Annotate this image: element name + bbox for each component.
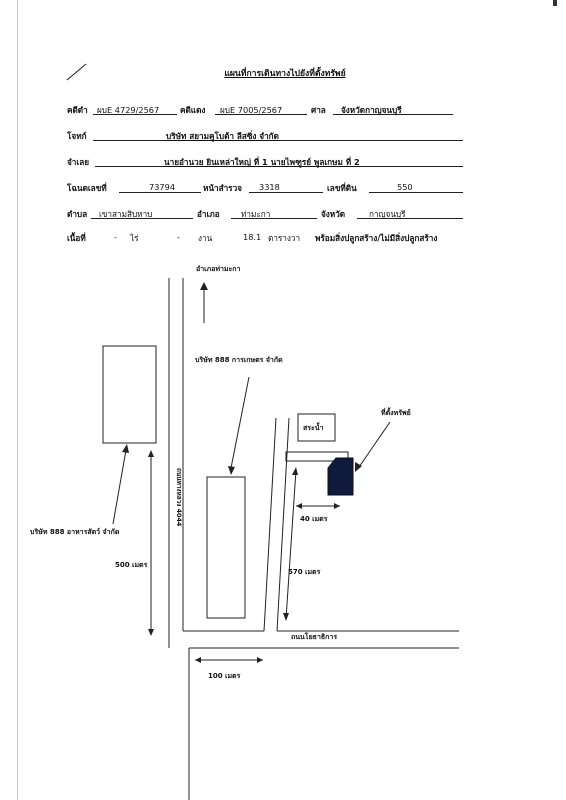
area-label: เนื้อที่ <box>67 233 86 243</box>
dim-40-left-head <box>296 503 302 509</box>
black-case-value: ผบE 4729/2567 <box>97 105 160 115</box>
deed-row <box>67 182 465 196</box>
soi-left-edge <box>264 418 276 631</box>
area-ngan-value: - <box>177 232 180 242</box>
to-district-arrowhead <box>200 282 208 290</box>
survey-page-value: 3318 <box>259 182 280 192</box>
property-pointer <box>359 422 390 467</box>
dim-40-right-head <box>334 503 340 509</box>
province-label: จังหวัด <box>321 209 346 219</box>
dim-570-line <box>286 470 296 619</box>
red-case-value: ผบE 7005/2567 <box>220 105 283 115</box>
agri-company-building <box>207 477 245 618</box>
defendant-row <box>67 156 465 170</box>
building-note: พร้อมสิ่งปลูกสร้าง/ไม่มีสิ่งปลูกสร้าง <box>315 233 438 243</box>
location-row <box>67 208 465 222</box>
plaintiff-row <box>67 130 465 144</box>
area-wa-unit: ตารางวา <box>268 233 301 243</box>
area-wa-value: 18.1 <box>243 232 262 242</box>
main-road-label: ถนนทางหลวง 4044 <box>175 468 183 527</box>
area-row <box>67 232 465 246</box>
agri-company-label: บริษัท 888 การเกษตร จำกัด <box>195 356 283 364</box>
land-no-value: 550 <box>397 182 413 192</box>
feed-pointer-head <box>122 444 129 453</box>
area-ngan-unit: งาน <box>198 233 213 243</box>
dist-40-label: 40 เมตร <box>300 515 328 523</box>
to-district-label: อำเภอท่ามะกา <box>196 265 241 273</box>
defendant-label: จำเลย <box>67 157 90 167</box>
land-no-line <box>369 182 463 193</box>
subdistrict-value: เขาสามสิบหาบ <box>99 209 153 219</box>
court-value: จังหวัดกาญจนบุรี <box>341 105 402 115</box>
district-value: ท่ามะกา <box>241 209 271 219</box>
black-case-label: คดีดำ <box>67 105 88 115</box>
property-marker <box>328 458 353 495</box>
pond-label: สระน้ำ <box>303 424 324 432</box>
court-label: ศาล <box>311 105 326 115</box>
dim-570-bottom-head <box>283 613 289 621</box>
red-case-label: คดีแดง <box>180 105 206 115</box>
pen-slash-mark <box>67 64 86 80</box>
dim-100-left-head <box>195 657 201 663</box>
case-row <box>67 104 465 118</box>
page-title: แผนที่การเดินทางไปยังที่ตั้งทรัพย์ <box>224 69 346 79</box>
plaintiff-value: บริษัท สยามคูโบต้า ลีสซิ่ง จำกัด <box>166 131 279 141</box>
dim-100-right-head <box>257 657 263 663</box>
yotha-road-label: ถนนโยธาธิการ <box>291 633 338 641</box>
property-label: ที่ตั้งทรัพย์ <box>381 409 411 417</box>
defendant-value: นายอำนวย ยินเหล่าใหญ่ ที่ 1 นายไพฑูรย์ พูลเกษม ที่ 2 <box>164 157 360 167</box>
feed-company-building <box>103 346 156 443</box>
feed-company-label: บริษัท 888 อาหารสัตว์ จำกัด <box>30 528 120 536</box>
deed-no-label: โฉนดเลขที่ <box>67 183 107 193</box>
land-no-label: เลขที่ดิน <box>327 183 357 193</box>
plaintiff-label: โจทก์ <box>67 131 87 141</box>
district-label: อำเภอ <box>197 209 220 219</box>
area-rai-unit: ไร่ <box>130 233 139 243</box>
area-rai-value: - <box>114 232 117 242</box>
dim-500-bottom-head <box>148 629 154 636</box>
dist-100-label: 100 เมตร <box>208 672 241 680</box>
dist-570-label: 570 เมตร <box>288 568 321 576</box>
subdistrict-label: ตำบล <box>67 209 88 219</box>
feed-pointer <box>113 450 126 524</box>
agri-pointer-head <box>228 466 235 475</box>
dim-570-top-head <box>292 467 298 475</box>
deed-no-value: 73794 <box>149 182 176 192</box>
survey-page-label: หน้าสำรวจ <box>203 183 242 193</box>
dist-500-label: 500 เมตร <box>115 561 148 569</box>
agri-pointer <box>231 377 249 468</box>
province-value: กาญจนบุรี <box>369 209 406 219</box>
dim-500-top-head <box>148 450 154 457</box>
